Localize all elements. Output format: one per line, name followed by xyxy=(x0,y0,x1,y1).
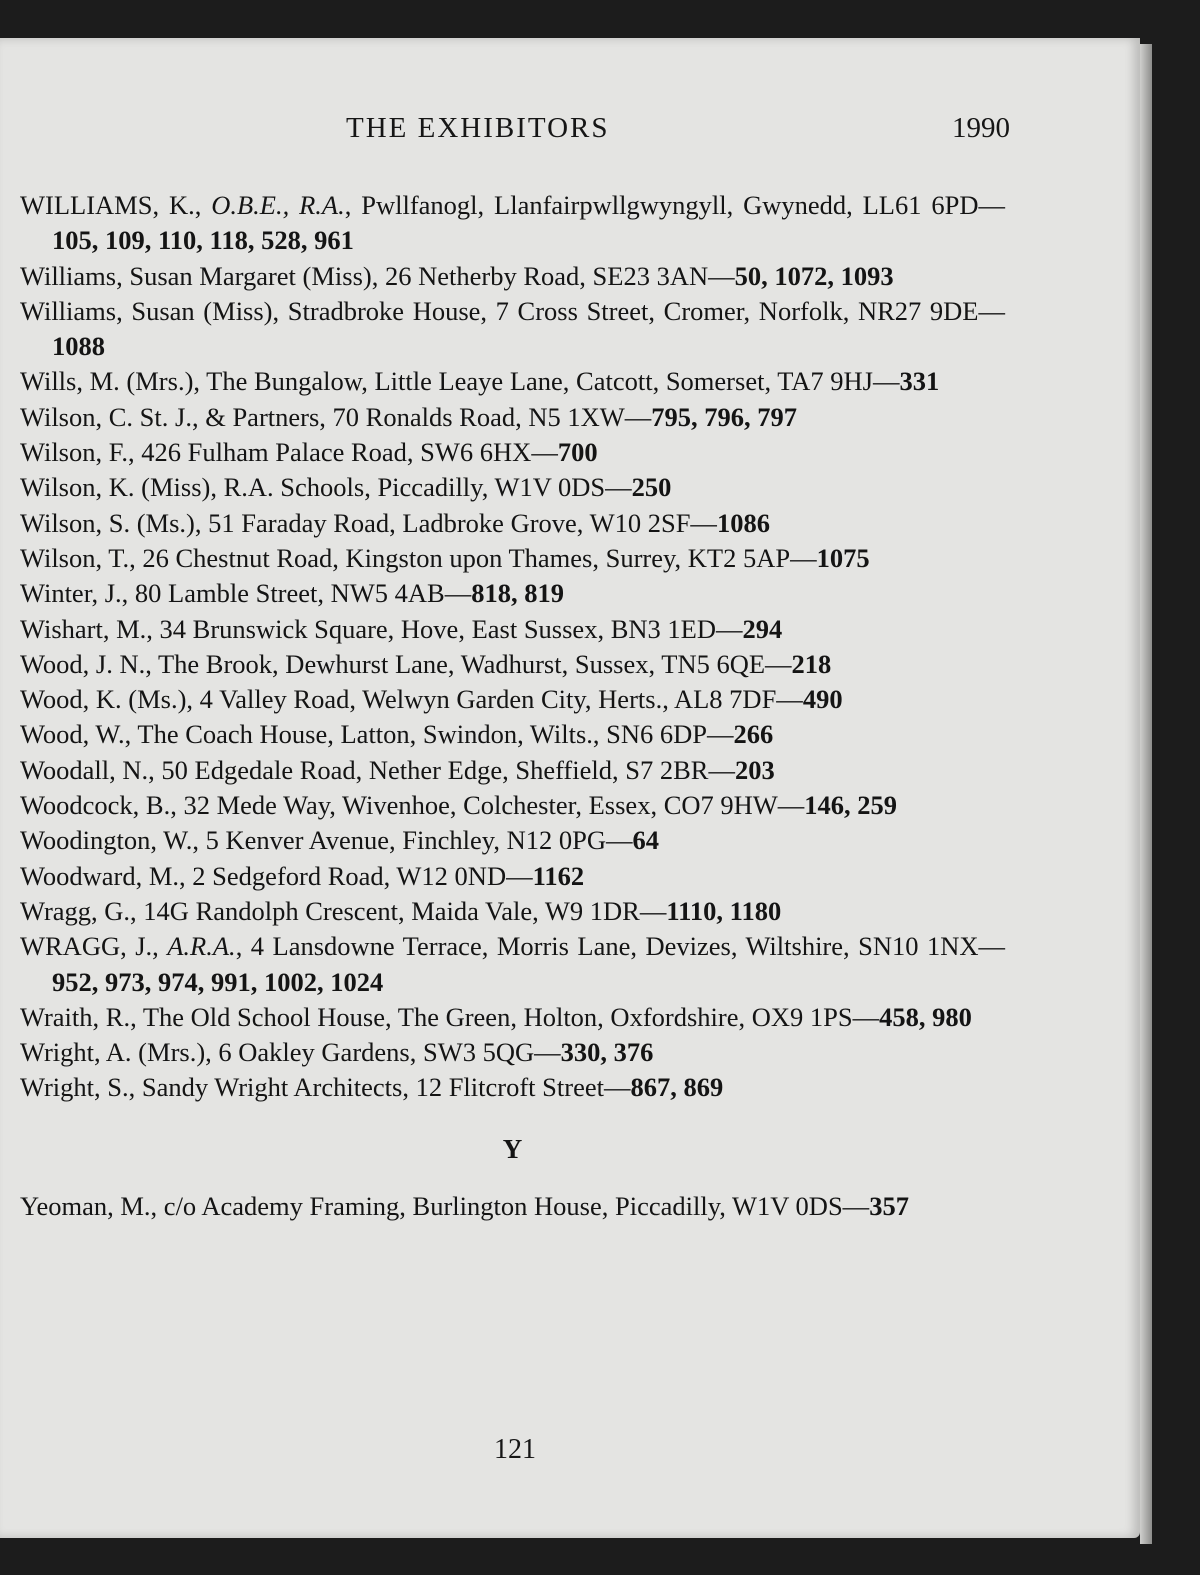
entry-catalogue-numbers: 357 xyxy=(869,1191,909,1222)
running-header xyxy=(0,112,1010,152)
entry-address: Winter, J., 80 Lamble Street, NW5 4AB— xyxy=(20,578,472,609)
entry-catalogue-numbers: 490 xyxy=(802,684,843,715)
entry-catalogue-numbers: 1075 xyxy=(816,542,870,573)
exhibitor-list xyxy=(20,188,1005,1224)
exhibitor-entry xyxy=(20,576,1005,611)
exhibitor-entry xyxy=(20,1070,1005,1105)
w-entries xyxy=(20,188,1005,1106)
entry-catalogue-numbers: 218 xyxy=(791,648,832,679)
page-edge xyxy=(1140,44,1152,1544)
entry-catalogue-numbers: 1086 xyxy=(716,507,770,538)
exhibitor-entry xyxy=(20,894,1005,929)
entry-honours: O.B.E., R.A. xyxy=(211,190,345,220)
entry-catalogue-numbers: 294 xyxy=(742,613,783,644)
entry-catalogue-numbers: 700 xyxy=(557,437,598,468)
entry-catalogue-numbers: 266 xyxy=(733,719,774,750)
entry-address: Woodcock, B., 32 Mede Way, Wivenhoe, Colchester, Essex, CO7 9HW— xyxy=(20,790,805,821)
exhibitor-entry xyxy=(20,717,1005,752)
exhibitor-entry xyxy=(20,612,1005,647)
exhibitor-entry xyxy=(20,1000,1005,1035)
entry-address: Woodall, N., 50 Edgedale Road, Nether Edge, Sheffield, S7 2BR— xyxy=(20,754,735,785)
entry-address: Wright, A. (Mrs.), 6 Oakley Gardens, SW3 5QG— xyxy=(20,1037,561,1068)
exhibitor-entry xyxy=(20,647,1005,682)
exhibitor-entry xyxy=(20,753,1005,788)
entry-catalogue-numbers: 1088 xyxy=(52,331,105,362)
page-title: THE EXHIBITORS xyxy=(346,112,610,144)
exhibitor-entry xyxy=(20,929,1005,1000)
entry-catalogue-numbers: 203 xyxy=(734,754,775,785)
entry-name: WRAGG, J., xyxy=(20,931,168,962)
entry-catalogue-numbers: 1162 xyxy=(532,860,585,891)
exhibitor-entry xyxy=(20,682,1005,717)
exhibitor-entry xyxy=(20,400,1005,435)
entry-catalogue-numbers: 952, 973, 974, 991, 1002, 1024 xyxy=(52,966,384,997)
entry-address: Wood, W., The Coach House, Latton, Swindon, Wilts., SN6 6DP— xyxy=(20,719,734,750)
entry-address: Wilson, T., 26 Chestnut Road, Kingston upon Thames, Surrey, KT2 5AP— xyxy=(20,542,817,573)
exhibitor-entry xyxy=(20,259,1005,294)
entry-address: Williams, Susan Margaret (Miss), 26 Netherby Road, SE23 3AN— xyxy=(20,260,735,291)
section-letter: Y xyxy=(502,1133,523,1164)
entry-address: Wood, J. N., The Brook, Dewhurst Lane, Wadhurst, Sussex, TN5 6QE— xyxy=(20,648,792,679)
page-number: 121 xyxy=(494,1434,536,1465)
entry-catalogue-numbers: 867, 869 xyxy=(630,1072,724,1103)
entry-catalogue-numbers: 146, 259 xyxy=(804,790,898,821)
exhibitor-entry xyxy=(20,541,1005,576)
entry-catalogue-numbers: 818, 819 xyxy=(471,578,564,609)
entry-address: Williams, Susan (Miss), Stradbroke House, 7 Cross Street, Cromer, Norfolk, NR27 9DE— xyxy=(20,295,1005,326)
entry-address: Wilson, F., 426 Fulham Palace Road, SW6 6HX— xyxy=(20,437,558,468)
entry-address: Wishart, M., 34 Brunswick Square, Hove, East Sussex, BN3 1ED— xyxy=(20,613,743,644)
entry-catalogue-numbers: 331 xyxy=(899,366,940,397)
entry-address: , 4 Lansdowne Terrace, Morris Lane, Devizes, Wiltshire, SN10 1NX— xyxy=(235,931,1005,962)
exhibitor-entry xyxy=(20,788,1005,823)
exhibitor-entry xyxy=(20,470,1005,505)
exhibitor-entry xyxy=(20,506,1005,541)
entry-catalogue-numbers: 50, 1072, 1093 xyxy=(734,260,894,291)
entry-catalogue-numbers: 458, 980 xyxy=(879,1001,972,1032)
y-entries xyxy=(20,1189,1005,1224)
entry-address: Wood, K. (Ms.), 4 Valley Road, Welwyn Garden City, Herts., AL8 7DF— xyxy=(20,684,803,715)
entry-address: Wills, M. (Mrs.), The Bungalow, Little Leaye Lane, Catcott, Somerset, TA7 9HJ— xyxy=(20,366,900,397)
exhibitor-entry xyxy=(20,435,1005,470)
exhibitor-entry xyxy=(20,823,1005,858)
entry-address: Woodward, M., 2 Sedgeford Road, W12 0ND— xyxy=(20,860,533,891)
entry-catalogue-numbers: 330, 376 xyxy=(560,1037,654,1068)
exhibitor-entry xyxy=(20,364,1005,399)
exhibitor-entry xyxy=(20,1189,1005,1224)
entry-address: Wraith, R., The Old School House, The Green, Holton, Oxfordshire, OX9 1PS— xyxy=(20,1001,880,1032)
entry-address: Wilson, C. St. J., & Partners, 70 Ronalds Road, N5 1XW— xyxy=(20,401,652,432)
entry-address: Wilson, S. (Ms.), 51 Faraday Road, Ladbroke Grove, W10 2SF— xyxy=(20,507,717,538)
entry-address: Wright, S., Sandy Wright Architects, 12 Flitcroft Street— xyxy=(20,1072,631,1103)
entry-catalogue-numbers: 250 xyxy=(631,472,672,503)
entry-address: Woodington, W., 5 Kenver Avenue, Finchley, N12 0PG— xyxy=(20,825,633,856)
exhibitor-entry xyxy=(20,294,1005,365)
entry-address: , Pwllfanogl, Llanfairpwllgwyngyll, Gwynedd, LL61 6PD— xyxy=(344,190,1005,220)
year-label: 1990 xyxy=(952,112,1010,144)
entry-address: Wragg, G., 14G Randolph Crescent, Maida Vale, W9 1DR— xyxy=(20,895,667,926)
entry-address: Yeoman, M., c/o Academy Framing, Burlington House, Piccadilly, W1V 0DS— xyxy=(20,1191,870,1222)
entry-address: Wilson, K. (Miss), R.A. Schools, Piccadilly, W1V 0DS— xyxy=(20,472,632,503)
entry-catalogue-numbers: 795, 796, 797 xyxy=(651,401,797,432)
exhibitor-entry xyxy=(20,859,1005,894)
exhibitor-entry xyxy=(20,188,1005,259)
entry-honours: A.R.A. xyxy=(167,931,236,962)
entry-catalogue-numbers: 1110, 1180 xyxy=(666,895,782,926)
entry-name: WILLIAMS, K., xyxy=(20,190,212,220)
exhibitor-entry xyxy=(20,1035,1005,1070)
entry-catalogue-numbers: 64 xyxy=(632,825,659,856)
entry-catalogue-numbers: 105, 109, 110, 118, 528, 961 xyxy=(52,225,354,256)
